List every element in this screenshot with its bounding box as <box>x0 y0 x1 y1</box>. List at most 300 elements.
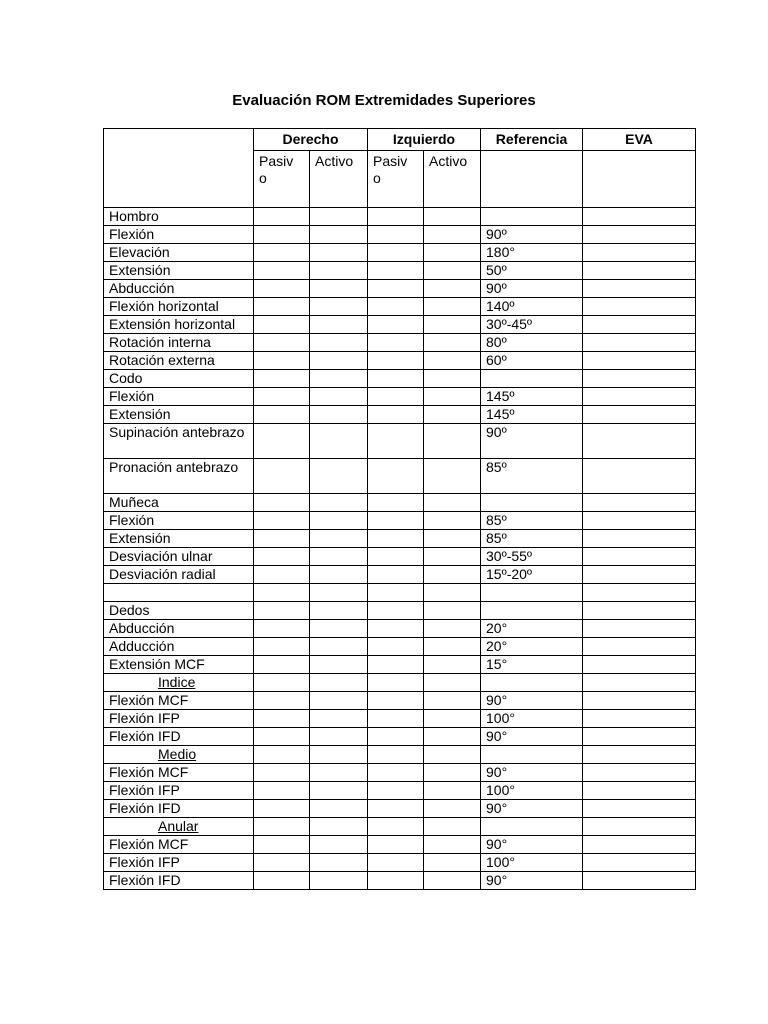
table-row <box>104 548 696 566</box>
derecho-pasivo-cell[interactable] <box>254 548 310 566</box>
izquierdo-pasivo-cell[interactable] <box>368 334 424 352</box>
row-label: Rotación externa <box>104 352 254 370</box>
row-label: Flexión <box>104 512 254 530</box>
izquierdo-activo-cell[interactable] <box>424 584 481 602</box>
row-label: Indice <box>104 674 254 692</box>
izquierdo-activo-cell[interactable] <box>424 818 481 836</box>
row-label: Abducción <box>104 620 254 638</box>
izquierdo-pasivo-cell[interactable] <box>368 298 424 316</box>
referencia-cell: 140º <box>481 298 583 316</box>
referencia-cell <box>481 208 583 226</box>
izquierdo-activo-cell[interactable] <box>424 208 481 226</box>
izquierdo-activo-cell[interactable] <box>424 370 481 388</box>
subsection-row <box>104 674 696 692</box>
derecho-activo-cell[interactable] <box>310 424 368 459</box>
referencia-cell: 180° <box>481 244 583 262</box>
referencia-cell: 90º <box>481 424 583 459</box>
eva-cell[interactable] <box>583 512 696 530</box>
table-row <box>104 424 696 459</box>
eva-cell[interactable] <box>583 566 696 584</box>
izquierdo-activo-cell[interactable] <box>424 262 481 280</box>
derecho-activo-cell[interactable] <box>310 334 368 352</box>
izquierdo-activo-cell[interactable] <box>424 352 481 370</box>
subsection-row <box>104 818 696 836</box>
table-row <box>104 728 696 746</box>
eva-cell[interactable] <box>583 656 696 674</box>
izquierdo-activo-cell[interactable] <box>424 872 481 890</box>
table-row <box>104 530 696 548</box>
header-row <box>104 129 696 151</box>
izquierdo-activo-cell[interactable] <box>424 800 481 818</box>
rom-table <box>103 128 696 890</box>
derecho-pasivo-cell[interactable] <box>254 800 310 818</box>
derecho-pasivo-cell[interactable] <box>254 370 310 388</box>
table-row <box>104 262 696 280</box>
eva-cell[interactable] <box>583 530 696 548</box>
izquierdo-pasivo-cell[interactable] <box>368 800 424 818</box>
table-row <box>104 352 696 370</box>
izquierdo-pasivo-cell[interactable] <box>368 836 424 854</box>
eva-cell[interactable] <box>583 406 696 424</box>
row-label: Codo <box>104 370 254 388</box>
izquierdo-activo-cell[interactable] <box>424 620 481 638</box>
derecho-pasivo-cell[interactable] <box>254 836 310 854</box>
section-row <box>104 494 696 512</box>
eva-cell[interactable] <box>583 280 696 298</box>
izquierdo-pasivo-cell[interactable] <box>368 512 424 530</box>
derecho-activo-cell[interactable] <box>310 280 368 298</box>
eva-cell[interactable] <box>583 388 696 406</box>
referencia-cell <box>481 746 583 764</box>
eva-cell[interactable] <box>583 494 696 512</box>
referencia-cell: 20° <box>481 638 583 656</box>
row-label: Extensión <box>104 406 254 424</box>
table-row <box>104 710 696 728</box>
table-row <box>104 512 696 530</box>
derecho-activo-cell[interactable] <box>310 656 368 674</box>
section-row <box>104 370 696 388</box>
derecho-activo-cell[interactable] <box>310 566 368 584</box>
derecho-activo-cell[interactable] <box>310 710 368 728</box>
derecho-pasivo-cell[interactable] <box>254 854 310 872</box>
table-row <box>104 836 696 854</box>
eva-cell[interactable] <box>583 352 696 370</box>
derecho-pasivo-cell[interactable] <box>254 638 310 656</box>
izquierdo-pasivo-cell[interactable] <box>368 782 424 800</box>
eva-cell[interactable] <box>583 764 696 782</box>
izquierdo-pasivo-cell[interactable] <box>368 854 424 872</box>
derecho-pasivo-cell[interactable] <box>254 782 310 800</box>
row-label: Extensión <box>104 530 254 548</box>
eva-cell[interactable] <box>583 674 696 692</box>
izquierdo-pasivo-cell[interactable] <box>368 728 424 746</box>
row-label: Flexión IFP <box>104 710 254 728</box>
table-row <box>104 334 696 352</box>
izquierdo-pasivo-cell[interactable] <box>368 566 424 584</box>
referencia-cell: 90° <box>481 692 583 710</box>
blank-row <box>104 584 696 602</box>
derecho-activo-cell[interactable] <box>310 674 368 692</box>
referencia-cell <box>481 674 583 692</box>
row-label: Elevación <box>104 244 254 262</box>
izquierdo-activo-cell[interactable] <box>424 226 481 244</box>
izquierdo-pasivo-cell[interactable] <box>368 262 424 280</box>
referencia-cell: 60º <box>481 352 583 370</box>
izquierdo-activo-cell[interactable] <box>424 764 481 782</box>
eva-cell[interactable] <box>583 854 696 872</box>
izquierdo-pasivo-cell[interactable] <box>368 280 424 298</box>
row-label: Desviación radial <box>104 566 254 584</box>
derecho-pasivo-cell[interactable] <box>254 710 310 728</box>
subsection-row <box>104 746 696 764</box>
row-label: Flexión MCF <box>104 836 254 854</box>
row-label: Extensión horizontal <box>104 316 254 334</box>
referencia-cell: 80º <box>481 334 583 352</box>
row-label: Extensión MCF <box>104 656 254 674</box>
izquierdo-activo-cell[interactable] <box>424 280 481 298</box>
izquierdo-activo-cell[interactable] <box>424 836 481 854</box>
row-label: Hombro <box>104 208 254 226</box>
row-label: Flexión horizontal <box>104 298 254 316</box>
izquierdo-pasivo-cell[interactable] <box>368 459 424 494</box>
eva-cell[interactable] <box>583 602 696 620</box>
derecho-pasivo-cell[interactable] <box>254 692 310 710</box>
derecho-pasivo-cell[interactable] <box>254 316 310 334</box>
eva-cell[interactable] <box>583 334 696 352</box>
referencia-cell: 15° <box>481 656 583 674</box>
row-label: Flexión MCF <box>104 692 254 710</box>
izquierdo-activo-cell[interactable] <box>424 854 481 872</box>
izquierdo-pasivo-cell[interactable] <box>368 584 424 602</box>
izquierdo-pasivo-cell[interactable] <box>368 530 424 548</box>
izquierdo-pasivo-cell[interactable] <box>368 424 424 459</box>
table-row <box>104 872 696 890</box>
derecho-activo-cell[interactable] <box>310 764 368 782</box>
izquierdo-pasivo-cell[interactable] <box>368 548 424 566</box>
row-label: Extensión <box>104 262 254 280</box>
izquierdo-pasivo-cell[interactable] <box>368 656 424 674</box>
row-label: Dedos <box>104 602 254 620</box>
derecho-pasivo-cell[interactable] <box>254 334 310 352</box>
izquierdo-pasivo-cell[interactable] <box>368 352 424 370</box>
izquierdo-pasivo-cell[interactable] <box>368 370 424 388</box>
izquierdo-pasivo-cell[interactable] <box>368 226 424 244</box>
table-row <box>104 244 696 262</box>
row-label: Flexión MCF <box>104 764 254 782</box>
izquierdo-activo-cell[interactable] <box>424 459 481 494</box>
eva-cell[interactable] <box>583 710 696 728</box>
derecho-activo-cell[interactable] <box>310 530 368 548</box>
eva-cell[interactable] <box>583 872 696 890</box>
derecho-activo-cell[interactable] <box>310 584 368 602</box>
table-row <box>104 692 696 710</box>
eva-cell[interactable] <box>583 244 696 262</box>
subheader-izquierdo-activo: Activo <box>424 151 481 208</box>
row-label: Flexión IFD <box>104 800 254 818</box>
izquierdo-pasivo-cell[interactable] <box>368 406 424 424</box>
table-row <box>104 800 696 818</box>
izquierdo-activo-cell[interactable] <box>424 674 481 692</box>
derecho-activo-cell[interactable] <box>310 316 368 334</box>
table-row <box>104 638 696 656</box>
izquierdo-activo-cell[interactable] <box>424 692 481 710</box>
eva-cell[interactable] <box>583 836 696 854</box>
table-row <box>104 298 696 316</box>
table-row <box>104 620 696 638</box>
table-row <box>104 280 696 298</box>
referencia-cell: 85º <box>481 459 583 494</box>
table-row <box>104 316 696 334</box>
izquierdo-activo-cell[interactable] <box>424 782 481 800</box>
header-derecho: Derecho <box>254 129 368 151</box>
izquierdo-activo-cell[interactable] <box>424 244 481 262</box>
derecho-activo-cell[interactable] <box>310 459 368 494</box>
izquierdo-pasivo-cell[interactable] <box>368 620 424 638</box>
referencia-cell: 90° <box>481 836 583 854</box>
referencia-cell: 20° <box>481 620 583 638</box>
derecho-pasivo-cell[interactable] <box>254 512 310 530</box>
izquierdo-activo-cell[interactable] <box>424 406 481 424</box>
row-label: Adducción <box>104 638 254 656</box>
derecho-pasivo-cell[interactable] <box>254 262 310 280</box>
eva-cell[interactable] <box>583 298 696 316</box>
table-row <box>104 782 696 800</box>
derecho-activo-cell[interactable] <box>310 388 368 406</box>
izquierdo-activo-cell[interactable] <box>424 710 481 728</box>
derecho-activo-cell[interactable] <box>310 548 368 566</box>
izquierdo-pasivo-cell[interactable] <box>368 764 424 782</box>
izquierdo-activo-cell[interactable] <box>424 602 481 620</box>
derecho-pasivo-cell[interactable] <box>254 494 310 512</box>
row-label: Pronación antebrazo <box>104 459 254 494</box>
derecho-activo-cell[interactable] <box>310 872 368 890</box>
izquierdo-activo-cell[interactable] <box>424 548 481 566</box>
derecho-activo-cell[interactable] <box>310 602 368 620</box>
derecho-pasivo-cell[interactable] <box>254 459 310 494</box>
izquierdo-activo-cell[interactable] <box>424 512 481 530</box>
referencia-cell: 90° <box>481 872 583 890</box>
izquierdo-pasivo-cell[interactable] <box>368 818 424 836</box>
eva-cell[interactable] <box>583 424 696 459</box>
referencia-cell <box>481 584 583 602</box>
derecho-activo-cell[interactable] <box>310 854 368 872</box>
derecho-activo-cell[interactable] <box>310 692 368 710</box>
derecho-activo-cell[interactable] <box>310 728 368 746</box>
row-label: Flexión IFP <box>104 854 254 872</box>
referencia-cell: 85º <box>481 530 583 548</box>
izquierdo-activo-cell[interactable] <box>424 566 481 584</box>
izquierdo-pasivo-cell[interactable] <box>368 208 424 226</box>
izquierdo-activo-cell[interactable] <box>424 334 481 352</box>
izquierdo-activo-cell[interactable] <box>424 388 481 406</box>
izquierdo-pasivo-cell[interactable] <box>368 638 424 656</box>
derecho-activo-cell[interactable] <box>310 226 368 244</box>
referencia-cell: 90º <box>481 280 583 298</box>
subheader-referencia-empty <box>481 151 583 208</box>
row-label: Flexión IFP <box>104 782 254 800</box>
derecho-pasivo-cell[interactable] <box>254 298 310 316</box>
header-referencia: Referencia <box>481 129 583 151</box>
izquierdo-activo-cell[interactable] <box>424 746 481 764</box>
eva-cell[interactable] <box>583 208 696 226</box>
derecho-pasivo-cell[interactable] <box>254 388 310 406</box>
referencia-cell: 100° <box>481 782 583 800</box>
eva-cell[interactable] <box>583 226 696 244</box>
derecho-pasivo-cell[interactable] <box>254 280 310 298</box>
eva-cell[interactable] <box>583 728 696 746</box>
izquierdo-pasivo-cell[interactable] <box>368 388 424 406</box>
izquierdo-pasivo-cell[interactable] <box>368 494 424 512</box>
derecho-activo-cell[interactable] <box>310 782 368 800</box>
referencia-cell: 85º <box>481 512 583 530</box>
row-label: Flexión IFD <box>104 728 254 746</box>
document-title: Evaluación ROM Extremidades Superiores <box>232 92 536 109</box>
izquierdo-activo-cell[interactable] <box>424 298 481 316</box>
row-label: Muñeca <box>104 494 254 512</box>
row-label <box>104 584 254 602</box>
referencia-cell: 100° <box>481 710 583 728</box>
referencia-cell: 90° <box>481 800 583 818</box>
derecho-activo-cell[interactable] <box>310 746 368 764</box>
header-eva: EVA <box>583 129 696 151</box>
section-row <box>104 208 696 226</box>
table-row <box>104 388 696 406</box>
subheader-derecho-pasivo: Pasiv o <box>254 151 310 208</box>
izquierdo-activo-cell[interactable] <box>424 316 481 334</box>
eva-cell[interactable] <box>583 638 696 656</box>
eva-cell[interactable] <box>583 548 696 566</box>
derecho-activo-cell[interactable] <box>310 620 368 638</box>
header-izquierdo: Izquierdo <box>368 129 481 151</box>
izquierdo-pasivo-cell[interactable] <box>368 710 424 728</box>
eva-cell[interactable] <box>583 262 696 280</box>
eva-cell[interactable] <box>583 584 696 602</box>
row-label: Anular <box>104 818 254 836</box>
derecho-pasivo-cell[interactable] <box>254 352 310 370</box>
derecho-pasivo-cell[interactable] <box>254 208 310 226</box>
referencia-cell <box>481 370 583 388</box>
referencia-cell <box>481 602 583 620</box>
derecho-pasivo-cell[interactable] <box>254 226 310 244</box>
eva-cell[interactable] <box>583 692 696 710</box>
referencia-cell: 30º-45º <box>481 316 583 334</box>
izquierdo-pasivo-cell[interactable] <box>368 316 424 334</box>
row-label: Rotación interna <box>104 334 254 352</box>
derecho-pasivo-cell[interactable] <box>254 818 310 836</box>
section-row <box>104 602 696 620</box>
derecho-pasivo-cell[interactable] <box>254 530 310 548</box>
eva-cell[interactable] <box>583 316 696 334</box>
referencia-cell: 90° <box>481 728 583 746</box>
table-row <box>104 459 696 494</box>
subheader-eva-empty <box>583 151 696 208</box>
subheader-izquierdo-pasivo: Pasiv o <box>368 151 424 208</box>
derecho-activo-cell[interactable] <box>310 208 368 226</box>
derecho-pasivo-cell[interactable] <box>254 872 310 890</box>
izquierdo-activo-cell[interactable] <box>424 424 481 459</box>
referencia-cell: 30º-55º <box>481 548 583 566</box>
eva-cell[interactable] <box>583 370 696 388</box>
derecho-activo-cell[interactable] <box>310 512 368 530</box>
derecho-activo-cell[interactable] <box>310 818 368 836</box>
izquierdo-activo-cell[interactable] <box>424 638 481 656</box>
derecho-pasivo-cell[interactable] <box>254 566 310 584</box>
referencia-cell: 15º-20º <box>481 566 583 584</box>
derecho-pasivo-cell[interactable] <box>254 584 310 602</box>
row-label: Flexión <box>104 226 254 244</box>
derecho-pasivo-cell[interactable] <box>254 244 310 262</box>
table-row <box>104 406 696 424</box>
derecho-pasivo-cell[interactable] <box>254 424 310 459</box>
derecho-pasivo-cell[interactable] <box>254 746 310 764</box>
derecho-activo-cell[interactable] <box>310 406 368 424</box>
row-label: Flexión <box>104 388 254 406</box>
derecho-activo-cell[interactable] <box>310 298 368 316</box>
row-label: Desviación ulnar <box>104 548 254 566</box>
izquierdo-activo-cell[interactable] <box>424 494 481 512</box>
izquierdo-pasivo-cell[interactable] <box>368 244 424 262</box>
referencia-cell: 145º <box>481 406 583 424</box>
derecho-activo-cell[interactable] <box>310 244 368 262</box>
referencia-cell: 50º <box>481 262 583 280</box>
izquierdo-activo-cell[interactable] <box>424 656 481 674</box>
izquierdo-activo-cell[interactable] <box>424 530 481 548</box>
eva-cell[interactable] <box>583 459 696 494</box>
eva-cell[interactable] <box>583 620 696 638</box>
derecho-pasivo-cell[interactable] <box>254 602 310 620</box>
referencia-cell: 90º <box>481 226 583 244</box>
table-row <box>104 656 696 674</box>
rom-table-body <box>104 208 696 890</box>
row-label: Medio <box>104 746 254 764</box>
izquierdo-pasivo-cell[interactable] <box>368 872 424 890</box>
referencia-cell <box>481 494 583 512</box>
derecho-activo-cell[interactable] <box>310 836 368 854</box>
derecho-activo-cell[interactable] <box>310 494 368 512</box>
row-label: Flexión IFD <box>104 872 254 890</box>
izquierdo-pasivo-cell[interactable] <box>368 602 424 620</box>
subheader-derecho-activo: Activo <box>310 151 368 208</box>
eva-cell[interactable] <box>583 800 696 818</box>
derecho-activo-cell[interactable] <box>310 352 368 370</box>
eva-cell[interactable] <box>583 818 696 836</box>
referencia-cell: 145º <box>481 388 583 406</box>
derecho-pasivo-cell[interactable] <box>254 674 310 692</box>
derecho-activo-cell[interactable] <box>310 800 368 818</box>
derecho-activo-cell[interactable] <box>310 638 368 656</box>
row-label: Abducción <box>104 280 254 298</box>
derecho-activo-cell[interactable] <box>310 262 368 280</box>
table-row <box>104 764 696 782</box>
eva-cell[interactable] <box>583 782 696 800</box>
derecho-activo-cell[interactable] <box>310 370 368 388</box>
derecho-pasivo-cell[interactable] <box>254 764 310 782</box>
referencia-cell <box>481 818 583 836</box>
izquierdo-pasivo-cell[interactable] <box>368 746 424 764</box>
table-row <box>104 566 696 584</box>
izquierdo-activo-cell[interactable] <box>424 728 481 746</box>
eva-cell[interactable] <box>583 746 696 764</box>
row-label: Supinación antebrazo <box>104 424 254 459</box>
derecho-pasivo-cell[interactable] <box>254 656 310 674</box>
derecho-pasivo-cell[interactable] <box>254 728 310 746</box>
table-row <box>104 854 696 872</box>
derecho-pasivo-cell[interactable] <box>254 406 310 424</box>
izquierdo-pasivo-cell[interactable] <box>368 692 424 710</box>
derecho-pasivo-cell[interactable] <box>254 620 310 638</box>
referencia-cell: 100° <box>481 854 583 872</box>
izquierdo-pasivo-cell[interactable] <box>368 674 424 692</box>
